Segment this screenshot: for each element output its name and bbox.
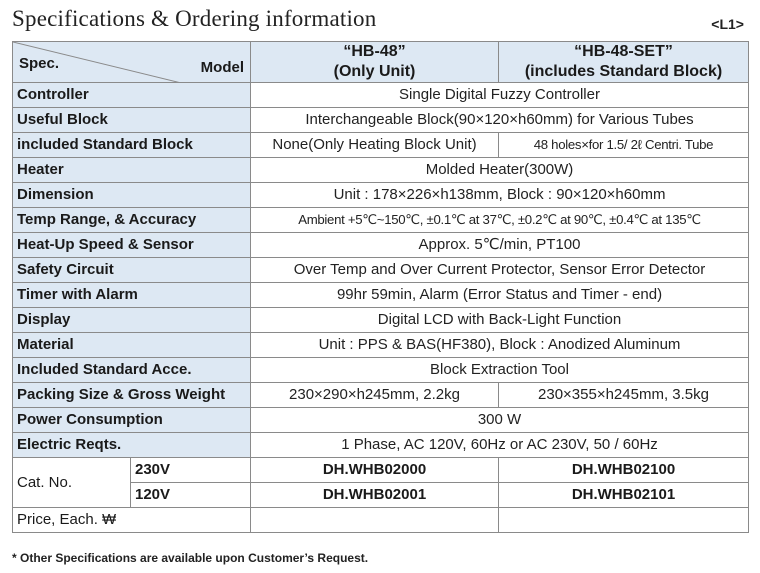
row-value: Block Extraction Tool xyxy=(251,358,749,383)
spec-label: Spec. xyxy=(19,55,60,72)
footnote: * Other Specifications are available upon Customer’s Request. xyxy=(12,551,369,565)
table-row xyxy=(13,258,749,283)
table-row xyxy=(13,383,749,408)
row-value: Molded Heater(300W) xyxy=(251,158,749,183)
catalog-number-hb48: DH.WHB02001 xyxy=(251,483,499,508)
catalog-row-230v xyxy=(13,458,749,483)
row-value: 99hr 59min, Alarm (Error Status and Timer - end) xyxy=(251,283,749,308)
row-value-hb48: 230×290×h245mm, 2.2kg xyxy=(251,383,499,408)
row-value-hb48set: 230×355×h245mm, 3.5kg xyxy=(499,383,749,408)
table-row xyxy=(13,358,749,383)
row-label: Power Consumption xyxy=(13,408,251,433)
row-value: Over Temp and Over Current Protector, Sensor Error Detector xyxy=(251,258,749,283)
row-value: Unit : PPS & BAS(HF380), Block : Anodized Aluminum xyxy=(251,333,749,358)
catalog-number-hb48set: DH.WHB02101 xyxy=(499,483,749,508)
row-label: Display xyxy=(13,308,251,333)
row-label: Packing Size & Gross Weight xyxy=(13,383,251,408)
table-row xyxy=(13,158,749,183)
row-value-hb48set: 48 holes×for 1.5/ 2ℓ Centri. Tube xyxy=(499,133,749,158)
row-value: Interchangeable Block(90×120×h60mm) for Various Tubes xyxy=(251,108,749,133)
table-row xyxy=(13,83,749,108)
table-row xyxy=(13,108,749,133)
table-row xyxy=(13,408,749,433)
table-row xyxy=(13,208,749,233)
table-row xyxy=(13,133,749,158)
catalog-voltage: 230V xyxy=(131,458,251,483)
row-label: Dimension xyxy=(13,183,251,208)
header-row xyxy=(13,42,749,83)
row-label: Useful Block xyxy=(13,108,251,133)
price-row xyxy=(13,508,749,533)
table-row xyxy=(13,233,749,258)
row-value: 300 W xyxy=(251,408,749,433)
table-row xyxy=(13,283,749,308)
model-hb48-header xyxy=(251,42,499,83)
row-label: Electric Reqts. xyxy=(13,433,251,458)
model-hb48-desc: (Only Unit) xyxy=(333,63,416,80)
model-hb48-name: “HB-48” xyxy=(343,43,406,60)
model-hb48set-desc: (includes Standard Block) xyxy=(524,63,723,80)
row-label: Material xyxy=(13,333,251,358)
table-row xyxy=(13,308,749,333)
catalog-label: Cat. No. xyxy=(13,458,131,508)
row-value: 1 Phase, AC 120V, 60Hz or AC 230V, 50 / 60Hz xyxy=(251,433,749,458)
model-label: Model xyxy=(200,59,244,76)
row-label: Included Standard Acce. xyxy=(13,358,251,383)
model-hb48set-name: “HB-48-SET” xyxy=(574,43,673,60)
row-label: Temp Range, & Accuracy xyxy=(13,208,251,233)
price-hb48set xyxy=(499,508,749,533)
price-label: Price, Each. ₩ xyxy=(13,508,251,533)
catalog-voltage: 120V xyxy=(131,483,251,508)
row-value: Ambient +5℃~150℃, ±0.1℃ at 37℃, ±0.2℃ at 90℃, ±0.4℃ at 135℃ xyxy=(251,208,749,233)
table-row xyxy=(13,433,749,458)
table-row xyxy=(13,183,749,208)
row-label: Heat-Up Speed & Sensor xyxy=(13,233,251,258)
row-label: Safety Circuit xyxy=(13,258,251,283)
spec-table xyxy=(12,41,749,533)
spec-model-header xyxy=(13,42,251,83)
page-title: Specifications & Ordering information xyxy=(12,6,377,31)
row-value: Approx. 5℃/min, PT100 xyxy=(251,233,749,258)
row-label: Heater xyxy=(13,158,251,183)
row-label: included Standard Block xyxy=(13,133,251,158)
table-row xyxy=(13,333,749,358)
catalog-number-hb48: DH.WHB02000 xyxy=(251,458,499,483)
model-hb48set-header xyxy=(499,42,749,83)
row-value: Digital LCD with Back-Light Function xyxy=(251,308,749,333)
row-value: Unit : 178×226×h138mm, Block : 90×120×h60mm xyxy=(251,183,749,208)
page-code: <L1> xyxy=(711,16,744,32)
price-hb48 xyxy=(251,508,499,533)
catalog-number-hb48set: DH.WHB02100 xyxy=(499,458,749,483)
row-label: Controller xyxy=(13,83,251,108)
row-value-hb48: None(Only Heating Block Unit) xyxy=(251,133,499,158)
row-value: Single Digital Fuzzy Controller xyxy=(251,83,749,108)
row-label: Timer with Alarm xyxy=(13,283,251,308)
